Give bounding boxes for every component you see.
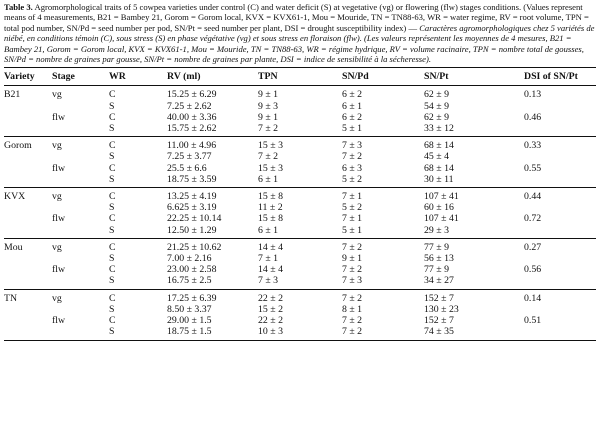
table-row xyxy=(4,101,596,112)
header-row xyxy=(4,68,596,86)
cell-sn-pt: 68 ± 14 xyxy=(424,162,454,174)
cell-rv: 8.50 ± 3.37 xyxy=(167,303,212,315)
cell-dsi: 0.56 xyxy=(524,264,542,276)
cell-rv: 15.25 ± 6.29 xyxy=(167,89,217,101)
cell-stage xyxy=(52,101,109,112)
cell-dsi: 0.14 xyxy=(524,292,542,304)
table-row xyxy=(4,253,596,264)
cell-tpn: 15 ± 8 xyxy=(258,213,283,225)
cell-rv: 25.5 ± 6.6 xyxy=(167,162,207,174)
cell-tpn: 14 ± 4 xyxy=(258,241,283,253)
cell-variety: KVX xyxy=(4,191,26,203)
cell-sn-pd: 6 ± 1 xyxy=(342,100,363,112)
table-row xyxy=(4,123,596,137)
cell-sn-pd: 7 ± 2 xyxy=(342,151,363,163)
header-wr: WR xyxy=(109,68,167,86)
cell-variety xyxy=(4,174,52,188)
cell-dsi xyxy=(524,151,596,162)
cell-tpn: 10 ± 3 xyxy=(258,326,342,340)
cell-rv: 7.25 ± 3.77 xyxy=(167,151,212,163)
cell-variety xyxy=(4,151,52,162)
table-row xyxy=(4,112,596,123)
cell-stage xyxy=(52,123,109,137)
cell-wr: S xyxy=(109,151,115,163)
cell-wr: S xyxy=(109,202,115,214)
cell-dsi xyxy=(524,202,596,213)
cell-variety xyxy=(4,275,52,289)
cell-tpn: 11 ± 2 xyxy=(258,202,283,214)
cell-tpn: 15 ± 3 xyxy=(258,140,283,152)
cell-sn-pd: 9 ± 1 xyxy=(342,253,363,265)
cell-stage: vg xyxy=(52,140,62,152)
cell-sn-pd: 7 ± 2 xyxy=(342,264,363,276)
header-variety: Variety xyxy=(4,68,52,86)
cell-wr: C xyxy=(109,191,116,203)
cell-stage xyxy=(52,174,109,188)
cell-stage: flw xyxy=(52,264,66,276)
cell-dsi: 0.72 xyxy=(524,213,542,225)
cell-variety xyxy=(4,213,52,224)
cell-tpn: 15 ± 2 xyxy=(258,303,283,315)
table-row xyxy=(4,188,596,203)
cell-sn-pt: 60 ± 16 xyxy=(424,202,454,214)
cell-sn-pt: 77 ± 9 xyxy=(424,241,449,253)
cell-sn-pt: 62 ± 9 xyxy=(424,89,449,101)
cell-rv: 7.00 ± 2.16 xyxy=(167,253,212,265)
cell-tpn: 9 ± 1 xyxy=(258,89,279,101)
cell-dsi xyxy=(524,326,596,340)
cell-rv: 23.00 ± 2.58 xyxy=(167,264,217,276)
header-dsi: DSI of SN/Pt xyxy=(524,68,596,86)
cell-tpn: 22 ± 2 xyxy=(258,292,283,304)
header-sn-pt: SN/Pt xyxy=(424,68,524,86)
cell-dsi: 0.13 xyxy=(524,89,542,101)
cell-stage: flw xyxy=(52,213,66,225)
cell-stage xyxy=(52,202,109,213)
cell-rv: 7.25 ± 2.62 xyxy=(167,100,212,112)
cell-variety: Gorom xyxy=(4,140,32,152)
cell-sn-pd: 5 ± 1 xyxy=(342,123,424,137)
cell-wr: S xyxy=(109,303,115,315)
cell-tpn: 22 ± 2 xyxy=(258,315,283,327)
cell-wr: C xyxy=(109,111,116,123)
cell-rv: 13.25 ± 4.19 xyxy=(167,191,217,203)
table-row xyxy=(4,264,596,275)
cell-tpn: 6 ± 1 xyxy=(258,225,342,239)
cell-stage xyxy=(52,275,109,289)
cell-variety xyxy=(4,123,52,137)
cell-stage: flw xyxy=(52,111,66,123)
cell-dsi xyxy=(524,304,596,315)
cell-rv: 6.625 ± 3.19 xyxy=(167,202,217,214)
cell-variety xyxy=(4,304,52,315)
cell-variety: B21 xyxy=(4,89,21,101)
cell-rv: 15.75 ± 2.62 xyxy=(167,123,258,137)
caption-label: Table 3. xyxy=(4,2,33,12)
cell-stage: flw xyxy=(52,162,66,174)
table-caption xyxy=(4,2,596,64)
cell-sn-pt: 29 ± 3 xyxy=(424,225,524,239)
cell-tpn: 6 ± 1 xyxy=(258,174,342,188)
cell-sn-pd: 7 ± 2 xyxy=(342,326,424,340)
table-row xyxy=(4,213,596,224)
table-row xyxy=(4,86,596,101)
cell-tpn: 15 ± 8 xyxy=(258,191,283,203)
cell-sn-pd: 6 ± 2 xyxy=(342,111,363,123)
header-tpn: TPN xyxy=(258,68,342,86)
cell-wr: C xyxy=(109,140,116,152)
cell-dsi: 0.46 xyxy=(524,111,542,123)
cell-rv: 17.25 ± 6.39 xyxy=(167,292,217,304)
cell-sn-pd: 8 ± 1 xyxy=(342,303,363,315)
cell-dsi xyxy=(524,253,596,264)
table-row xyxy=(4,137,596,152)
table-row xyxy=(4,151,596,162)
cell-sn-pd: 6 ± 3 xyxy=(342,162,363,174)
cell-wr: C xyxy=(109,315,116,327)
table-row xyxy=(4,304,596,315)
cell-sn-pt: 74 ± 35 xyxy=(424,326,524,340)
cell-sn-pd: 5 ± 1 xyxy=(342,225,424,239)
cell-tpn: 7 ± 2 xyxy=(258,123,342,137)
cell-dsi: 0.55 xyxy=(524,162,542,174)
cell-sn-pt: 45 ± 4 xyxy=(424,151,449,163)
table-row xyxy=(4,275,596,289)
cell-variety xyxy=(4,101,52,112)
cell-stage xyxy=(52,304,109,315)
cell-sn-pd: 7 ± 3 xyxy=(342,140,363,152)
cell-wr: S xyxy=(109,100,115,112)
cell-sn-pt: 54 ± 9 xyxy=(424,100,449,112)
cell-wr: S xyxy=(109,123,167,137)
cell-rv: 29.00 ± 1.5 xyxy=(167,315,212,327)
cell-rv: 22.25 ± 10.14 xyxy=(167,213,222,225)
cell-dsi xyxy=(524,225,596,239)
cell-sn-pd: 7 ± 2 xyxy=(342,292,363,304)
cell-variety xyxy=(4,112,52,123)
cell-sn-pt: 77 ± 9 xyxy=(424,264,449,276)
cell-stage: vg xyxy=(52,89,62,101)
cell-sn-pd: 5 ± 2 xyxy=(342,174,424,188)
cell-wr: S xyxy=(109,253,115,265)
cell-variety xyxy=(4,225,52,239)
cell-sn-pt: 152 ± 7 xyxy=(424,315,454,327)
cell-wr: C xyxy=(109,89,116,101)
cell-tpn: 14 ± 4 xyxy=(258,264,283,276)
cell-rv: 40.00 ± 3.36 xyxy=(167,111,217,123)
cell-tpn: 9 ± 1 xyxy=(258,111,279,123)
caption-english: Agromorphological traits of 5 cowpea varieties under control (C) and water deficit (S) at vegetative (vg) or flowering (flw) stages conditions. (Values represent means of 4 measurements, B21 = Bambey 21, Gorom = Gorom local, KVX = KVX61-1, Mou = Mouride, TN = TN88-63, WR = water regime, RV = root volume, TPN = total pod number, SN/Pd = seed number per pod, SN/Pt = seed number per plant, DSI = drought susceptibility index) — xyxy=(4,2,589,33)
cell-wr: C xyxy=(109,241,116,253)
cell-tpn: 7 ± 3 xyxy=(258,275,342,289)
cell-sn-pd: 6 ± 2 xyxy=(342,89,363,101)
cell-rv: 18.75 ± 3.59 xyxy=(167,174,258,188)
cell-variety xyxy=(4,253,52,264)
cell-tpn: 15 ± 3 xyxy=(258,162,283,174)
cell-stage xyxy=(52,225,109,239)
table-row xyxy=(4,202,596,213)
cell-sn-pd: 7 ± 1 xyxy=(342,191,363,203)
cell-dsi xyxy=(524,275,596,289)
cell-variety xyxy=(4,315,52,326)
cell-sn-pt: 30 ± 11 xyxy=(424,174,524,188)
table-row xyxy=(4,174,596,188)
data-table xyxy=(4,67,596,340)
cell-tpn: 7 ± 1 xyxy=(258,253,279,265)
cell-sn-pt: 107 ± 41 xyxy=(424,191,459,203)
cell-tpn: 9 ± 3 xyxy=(258,100,279,112)
cell-stage xyxy=(52,326,109,340)
cell-dsi xyxy=(524,174,596,188)
cell-sn-pt: 62 ± 9 xyxy=(424,111,449,123)
cell-dsi: 0.27 xyxy=(524,241,542,253)
cell-wr: C xyxy=(109,162,116,174)
cell-stage: flw xyxy=(52,315,66,327)
cell-variety xyxy=(4,326,52,340)
cell-stage xyxy=(52,253,109,264)
cell-variety: Mou xyxy=(4,241,23,253)
cell-stage: vg xyxy=(52,241,62,253)
header-rv: RV (ml) xyxy=(167,68,258,86)
table-row xyxy=(4,238,596,253)
cell-rv: 11.00 ± 4.96 xyxy=(167,140,217,152)
cell-sn-pd: 7 ± 3 xyxy=(342,275,424,289)
caption-french: Caractères agromorphologiques chez 5 variétés de niébé, en conditions témoin (C), sous stress (S) en phase végétative (vg) et sous stress en floraison (flw). (Les valeurs représentent les moyennes de 4 mesures, B21 = Bambey 21, Gorom = Gorom local, KVX = KVX61-1, Mou = Mouride, TN = TN88-63, WR = régime hydrique, RV = volume racinaire, TPN = nombre total de gousses, SN/Pd = nombre de graines par gousse, SN/Pt = nombre de graines par plante, DSI = indice de sensibilité à la sécheresse). xyxy=(4,22,595,65)
cell-rv: 16.75 ± 2.5 xyxy=(167,275,258,289)
cell-dsi xyxy=(524,101,596,112)
cell-dsi: 0.44 xyxy=(524,191,542,203)
table-container xyxy=(4,2,596,341)
cell-rv: 12.50 ± 1.29 xyxy=(167,225,258,239)
cell-sn-pd: 7 ± 2 xyxy=(342,241,363,253)
cell-sn-pt: 68 ± 14 xyxy=(424,140,454,152)
table-row xyxy=(4,315,596,326)
cell-stage xyxy=(52,151,109,162)
cell-sn-pt: 33 ± 12 xyxy=(424,123,524,137)
cell-stage: vg xyxy=(52,292,62,304)
cell-dsi: 0.51 xyxy=(524,315,542,327)
cell-wr: C xyxy=(109,292,116,304)
table-row xyxy=(4,326,596,340)
table-row xyxy=(4,163,596,174)
cell-tpn: 7 ± 2 xyxy=(258,151,279,163)
cell-wr: C xyxy=(109,213,116,225)
cell-wr: C xyxy=(109,264,116,276)
cell-sn-pd: 7 ± 1 xyxy=(342,213,363,225)
cell-variety xyxy=(4,163,52,174)
table-row xyxy=(4,225,596,239)
cell-sn-pd: 5 ± 2 xyxy=(342,202,363,214)
cell-wr: S xyxy=(109,275,167,289)
cell-sn-pt: 130 ± 23 xyxy=(424,303,459,315)
cell-dsi xyxy=(524,123,596,137)
cell-sn-pt: 56 ± 13 xyxy=(424,253,454,265)
cell-variety xyxy=(4,202,52,213)
cell-dsi: 0.33 xyxy=(524,140,542,152)
table-body xyxy=(4,86,596,340)
cell-rv: 18.75 ± 1.5 xyxy=(167,326,258,340)
cell-stage: vg xyxy=(52,191,62,203)
cell-sn-pt: 107 ± 41 xyxy=(424,213,459,225)
header-sn-pd: SN/Pd xyxy=(342,68,424,86)
cell-sn-pt: 152 ± 7 xyxy=(424,292,454,304)
cell-wr: S xyxy=(109,326,167,340)
cell-variety: TN xyxy=(4,292,18,304)
header-stage: Stage xyxy=(52,68,109,86)
cell-variety xyxy=(4,264,52,275)
cell-sn-pt: 34 ± 27 xyxy=(424,275,524,289)
cell-wr: S xyxy=(109,174,167,188)
table-row xyxy=(4,289,596,304)
cell-rv: 21.25 ± 10.62 xyxy=(167,241,222,253)
cell-sn-pd: 7 ± 2 xyxy=(342,315,363,327)
cell-wr: S xyxy=(109,225,167,239)
